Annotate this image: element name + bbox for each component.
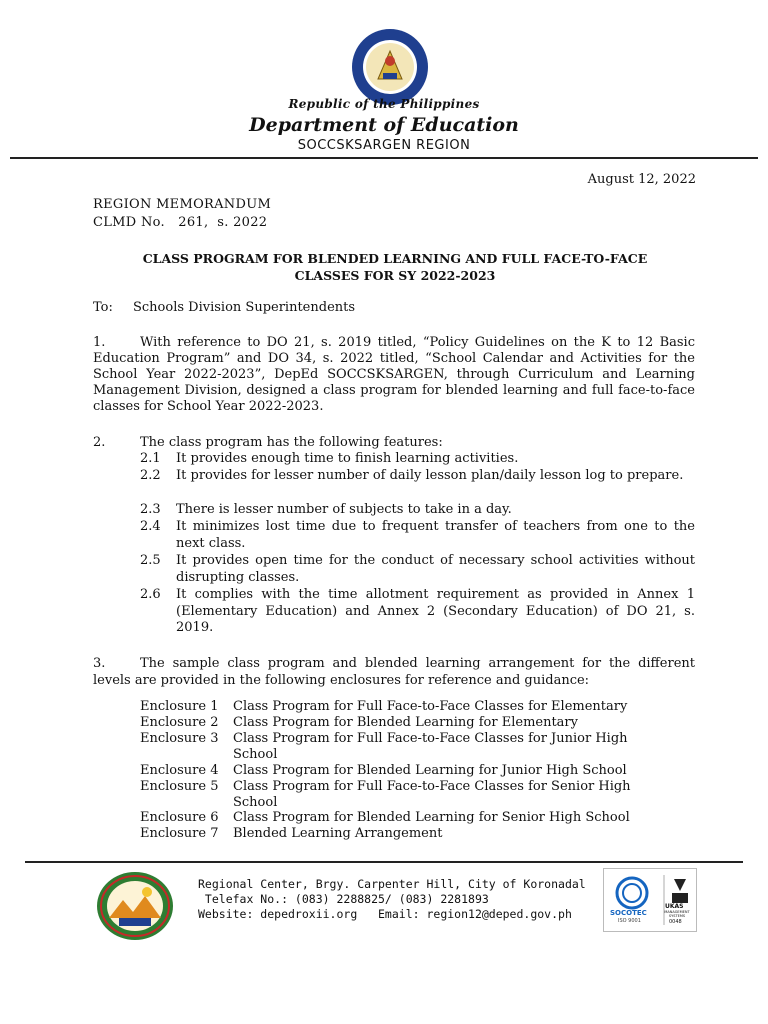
paragraph-text: The class program has the following features:: [140, 435, 443, 450]
enclosure-item: [140, 763, 673, 779]
feature-number: 2.2: [140, 468, 161, 483]
paragraph-text: The sample class program and blended learning arrangement for the different levels are provided in the following enclosures for reference and guidance:: [93, 656, 695, 688]
feature-item: [140, 451, 695, 468]
region-heading: SOCCSKSARGEN REGION: [297, 138, 471, 153]
paragraph-2: [93, 435, 695, 451]
enclosure-item: [140, 731, 653, 763]
socotec-iso-label: ISO 9001: [618, 918, 641, 924]
footer-contact: [198, 877, 586, 922]
addressee: [93, 300, 355, 315]
footer-telefax: Telefax No.: (083) 2288825/ (083) 2281893: [198, 892, 489, 906]
enclosure-label: Enclosure 4: [140, 763, 219, 778]
subject-line-2: CLASSES FOR SY 2022-2023: [294, 268, 496, 283]
department-heading: Department of Education: [249, 114, 519, 136]
feature-item: [140, 519, 695, 552]
enclosure-item: [140, 779, 653, 811]
paragraph-text: With reference to DO 21, s. 2019 titled, “Policy Guidelines on the K to 12 Basic Education Program” and DO 34, s. 2022 titled, “School Calendar and Activities for the School Year 2022-2023”, DepEd SOCCSKSARGEN, through Curriculum and Learning Management Division, designed a class program for blended learning and full face-to-face classes for School Year 2022-2023.: [93, 335, 695, 414]
enclosure-item: [140, 715, 673, 731]
paragraph-3: [93, 655, 695, 689]
feature-number: 2.6: [140, 587, 161, 602]
feature-text: It minimizes lost time due to frequent transfer of teachers from one to the next class.: [176, 519, 695, 551]
enclosure-title: Class Program for Full Face-to-Face Classes for Senior High School: [233, 779, 631, 810]
socotec-label: SOCOTEC: [610, 909, 647, 917]
memo-number: CLMD No. 261, s. 2022: [93, 215, 268, 230]
footer-address: Regional Center, Brgy. Carpenter Hill, City of Koronadal: [198, 877, 586, 891]
enclosure-title: Class Program for Blended Learning for Senior High School: [233, 810, 630, 825]
paragraph-number: 1.: [93, 335, 106, 350]
feature-item: [140, 468, 695, 485]
enclosure-title: Class Program for Blended Learning for Junior High School: [233, 763, 627, 778]
enclosure-label: Enclosure 3: [140, 731, 219, 746]
memo-subject: [95, 250, 695, 284]
memo-date: August 12, 2022: [587, 172, 696, 187]
enclosure-label: Enclosure 5: [140, 779, 219, 794]
enclosure-title: Blended Learning Arrangement: [233, 826, 443, 841]
enclosure-title: Class Program for Full Face-to-Face Classes for Elementary: [233, 699, 628, 714]
feature-text: There is lesser number of subjects to take in a day.: [176, 502, 512, 517]
enclosure-item: [140, 699, 673, 715]
enclosure-label: Enclosure 1: [140, 699, 219, 714]
enclosure-title: Class Program for Blended Learning for Elementary: [233, 715, 578, 730]
footer-website: Website: depedroxii.org Email: region12@deped.gov.ph: [198, 907, 572, 921]
enclosure-title: Class Program for Full Face-to-Face Classes for Junior High School: [233, 731, 628, 762]
feature-item: [140, 553, 695, 586]
enclosure-label: Enclosure 2: [140, 715, 219, 730]
ukas-number: 0048: [669, 919, 682, 925]
feature-item: [140, 502, 695, 519]
enclosure-label: Enclosure 7: [140, 826, 219, 841]
to-label: To:: [93, 300, 113, 315]
ukas-label: UKAS: [665, 903, 684, 910]
feature-item: [140, 587, 695, 637]
enclosure-item: [140, 826, 673, 842]
ukas-sub-label: MANAGEMENT SYSTEMS: [664, 910, 690, 918]
paragraph-number: 3.: [93, 656, 106, 671]
feature-text: It provides open time for the conduct of necessary school activities without disrupting classes.: [176, 553, 695, 585]
feature-number: 2.1: [140, 451, 161, 466]
feature-text: It provides enough time to finish learning activities.: [176, 451, 519, 466]
feature-number: 2.3: [140, 502, 161, 517]
regional-office-logo: [95, 870, 175, 942]
paragraph-number: 2.: [93, 435, 106, 450]
memo-type: REGION MEMORANDUM: [93, 197, 272, 212]
paragraph-1: [93, 335, 695, 415]
feature-number: 2.5: [140, 553, 161, 568]
deped-seal: [350, 27, 430, 107]
enclosure-label: Enclosure 6: [140, 810, 219, 825]
feature-text: It provides for lesser number of daily lesson plan/daily lesson log to prepare.: [176, 468, 684, 483]
enclosure-item: [140, 810, 673, 826]
footer-divider: [25, 861, 743, 863]
to-value: Schools Division Superintendents: [133, 300, 356, 315]
subject-line-1: CLASS PROGRAM FOR BLENDED LEARNING AND FULL FACE-TO-FACE: [142, 251, 648, 266]
header-divider: [10, 157, 758, 159]
feature-text: It complies with the time allotment requirement as provided in Annex 1 (Elementary Education) and Annex 2 (Secondary Education) of DO 21, s. 2019.: [176, 587, 695, 635]
republic-heading: Republic of the Philippines: [288, 97, 480, 111]
feature-number: 2.4: [140, 519, 161, 534]
